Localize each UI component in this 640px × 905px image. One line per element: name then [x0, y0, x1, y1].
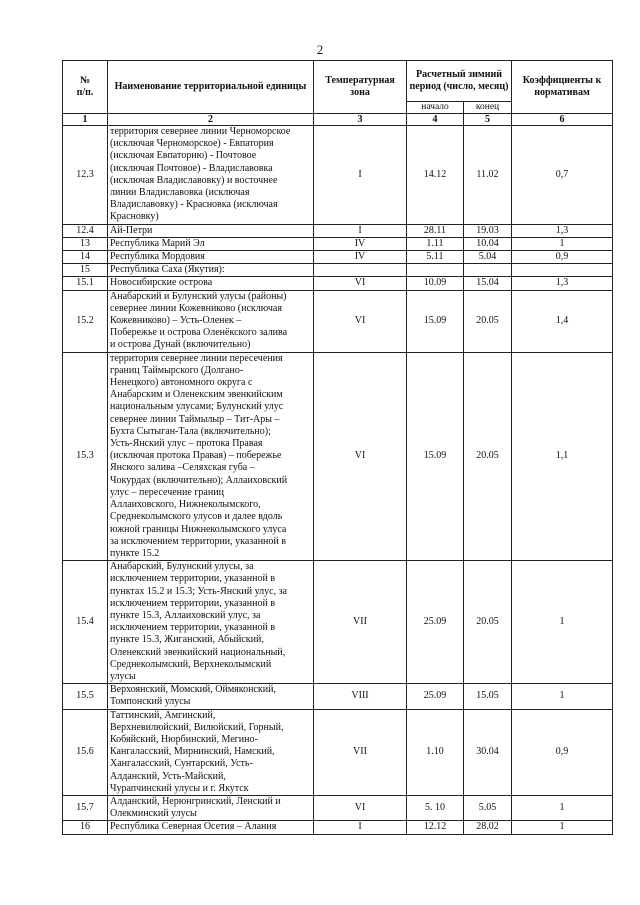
territory-name-cell: Республика Марий Эл — [108, 237, 314, 250]
territory-name-cell: территория севернее линии пересечения границ Таймырского (Долгано- Ненецкого) автономного округа с Анабарским и Оленекским эвенкийским национальным улусами; Булунский улус севернее линии Таймылыр – Тит-Ары – Бухта Сытыган-Тала (включительно); Усть-Янский улус – протока Правая (исключая протока Правая) – побережье Янского залива –Селяхская губа – Чокурдах (включительно); Аллаиховский улус – пересечение границ Аллаиховского, Нижнеколымского, Среднеколымского улусов и далее вдоль южной границы Нижнеколымского улуса за исключением территории, указанной в пункте 15.2 — [108, 352, 314, 560]
period-start-cell: 14.12 — [407, 126, 464, 225]
period-start-cell: 15.09 — [407, 352, 464, 560]
table-row — [63, 264, 613, 277]
table-row — [63, 684, 613, 709]
period-start-cell: 15.09 — [407, 290, 464, 352]
row-number-cell: 15.6 — [63, 709, 108, 795]
period-start-cell: 5.11 — [407, 251, 464, 264]
temperature-zone-cell: VII — [314, 709, 407, 795]
temperature-zone-cell: I — [314, 224, 407, 237]
row-number-cell: 15.7 — [63, 795, 108, 820]
period-end-cell: 20.05 — [464, 290, 512, 352]
temperature-zone-cell: I — [314, 821, 407, 834]
period-end-cell: 20.05 — [464, 561, 512, 684]
period-start-cell: 1.11 — [407, 237, 464, 250]
period-start-cell: 12.12 — [407, 821, 464, 834]
table-row — [63, 277, 613, 290]
column-number-row — [63, 114, 613, 126]
table-row — [63, 237, 613, 250]
row-number-cell: 15.5 — [63, 684, 108, 709]
coefficient-cell: 1,1 — [512, 352, 613, 560]
period-start-cell — [407, 264, 464, 277]
table-row — [63, 224, 613, 237]
temperature-zone-cell: VI — [314, 277, 407, 290]
coefficient-cell: 1 — [512, 684, 613, 709]
temperature-zone-cell: I — [314, 126, 407, 225]
row-number-cell: 16 — [63, 821, 108, 834]
territory-name-cell: Верхоянский, Момский, Оймяконский, Томпонский улусы — [108, 684, 314, 709]
temperature-zone-cell: IV — [314, 237, 407, 250]
coefficient-cell: 0,7 — [512, 126, 613, 225]
period-start-cell: 25.09 — [407, 684, 464, 709]
period-end-cell: 19.03 — [464, 224, 512, 237]
page-number: 2 — [316, 42, 324, 57]
coefficient-cell: 1 — [512, 237, 613, 250]
territory-name-cell: Новосибирские острова — [108, 277, 314, 290]
territory-name-cell: Республика Мордовия — [108, 251, 314, 264]
table-row — [63, 352, 613, 560]
territory-name-cell: Таттинский, Амгинский, Верхневилюйский, Вилюйский, Горный, Кобяйский, Нюрбинский, Мегино- Кангаласский, Мирнинский, Намский, Хангаласский, Сунтарский, Усть- Алданский, Усть-Майский, Чурапчинский улусы и г. Якутск — [108, 709, 314, 795]
row-number-cell: 14 — [63, 251, 108, 264]
temperature-zone-cell: VI — [314, 795, 407, 820]
row-number-cell: 15.3 — [63, 352, 108, 560]
row-number-cell: 15.4 — [63, 561, 108, 684]
zones-table — [62, 60, 613, 835]
period-end-cell: 15.05 — [464, 684, 512, 709]
table-row — [63, 821, 613, 834]
row-number-cell: 12.4 — [63, 224, 108, 237]
coefficient-cell: 1,4 — [512, 290, 613, 352]
table-row — [63, 709, 613, 795]
temperature-zone-cell: VI — [314, 290, 407, 352]
row-number-cell: 15.1 — [63, 277, 108, 290]
table-row — [63, 126, 613, 225]
coefficient-cell: 1 — [512, 795, 613, 820]
territory-name-cell: Ай-Петри — [108, 224, 314, 237]
column-number: 1 — [63, 114, 108, 126]
row-number-cell: 13 — [63, 237, 108, 250]
period-start-cell: 25.09 — [407, 561, 464, 684]
row-number-cell: 15.2 — [63, 290, 108, 352]
period-start-cell: 5. 10 — [407, 795, 464, 820]
header-zone: Температурная зона — [314, 61, 407, 114]
header-period: Расчетный зимний период (число, месяц) — [407, 61, 512, 102]
column-number: 5 — [464, 114, 512, 126]
period-end-cell: 20.05 — [464, 352, 512, 560]
table-row — [63, 561, 613, 684]
temperature-zone-cell: IV — [314, 251, 407, 264]
table-row — [63, 795, 613, 820]
header-period-start: начало — [407, 102, 464, 114]
period-end-cell: 5.04 — [464, 251, 512, 264]
coefficient-cell — [512, 264, 613, 277]
coefficient-cell: 1,3 — [512, 277, 613, 290]
period-end-cell: 15.04 — [464, 277, 512, 290]
period-end-cell: 30.04 — [464, 709, 512, 795]
coefficient-cell: 0,9 — [512, 251, 613, 264]
territory-name-cell: Алданский, Нерюнгринский, Ленский и Олекминский улусы — [108, 795, 314, 820]
period-end-cell: 5.05 — [464, 795, 512, 820]
header-num: № п/п. — [63, 61, 108, 114]
period-end-cell: 10.04 — [464, 237, 512, 250]
row-number-cell: 12.3 — [63, 126, 108, 225]
header-period-end: конец — [464, 102, 512, 114]
column-number: 6 — [512, 114, 613, 126]
territory-name-cell: Республика Северная Осетия – Алания — [108, 821, 314, 834]
table-row — [63, 251, 613, 264]
period-start-cell: 10.09 — [407, 277, 464, 290]
territory-name-cell: территория севернее линии Черноморское (исключая Черноморское) - Евпатория (исключая Евпаторию) - Почтовое (исключая Почтовое) - Владиславовка (исключая Владиславовку) и восточнее линии Владиславовка (исключая Владиславовку) - Красновка (исключая Красновку) — [108, 126, 314, 225]
temperature-zone-cell: VIII — [314, 684, 407, 709]
period-end-cell: 11.02 — [464, 126, 512, 225]
temperature-zone-cell: VI — [314, 352, 407, 560]
territory-name-cell: Анабарский, Булунский улусы, за исключением территории, указанной в пунктах 15.2 и 15.3; Усть-Янский улус, за исключением территории, указанной в пункте 15.3, Аллаиховский улус, за исключением территории, указанной в пункте 15.3, Жиганский, Абыйский, Оленекский эвенкийский национальный, Среднеколымский, Верхнеколымский улусы — [108, 561, 314, 684]
column-number: 3 — [314, 114, 407, 126]
table-body — [63, 126, 613, 835]
header-name: Наименование территориальной единицы — [108, 61, 314, 114]
coefficient-cell: 1,3 — [512, 224, 613, 237]
territory-name-cell: Республика Саха (Якутия): — [108, 264, 314, 277]
period-end-cell — [464, 264, 512, 277]
territory-name-cell: Анабарский и Булунский улусы (районы) севернее линии Кожевниково (исключая Кожевниково) – Усть-Оленек – Побережье и острова Оленёкского залива и острова Дунай (включительно) — [108, 290, 314, 352]
period-start-cell: 28.11 — [407, 224, 464, 237]
period-end-cell: 28.02 — [464, 821, 512, 834]
coefficient-cell: 1 — [512, 561, 613, 684]
column-number: 4 — [407, 114, 464, 126]
period-start-cell: 1.10 — [407, 709, 464, 795]
row-number-cell: 15 — [63, 264, 108, 277]
table-row — [63, 290, 613, 352]
coefficient-cell: 1 — [512, 821, 613, 834]
temperature-zone-cell — [314, 264, 407, 277]
header-coef: Коэффициенты к нормативам — [512, 61, 613, 114]
coefficient-cell: 0,9 — [512, 709, 613, 795]
column-number: 2 — [108, 114, 314, 126]
temperature-zone-cell: VII — [314, 561, 407, 684]
